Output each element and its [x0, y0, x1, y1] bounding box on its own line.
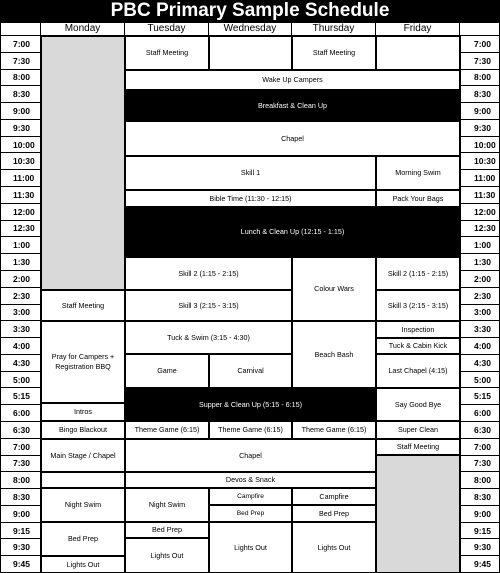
left-time-label: 2:30 [0, 288, 41, 305]
event-inspection: Inspection [376, 321, 460, 338]
left-time-label: 4:30 [0, 355, 41, 372]
event-main-stage-chapel: Main Stage / Chapel [41, 439, 125, 472]
left-time-label: 5:15 [0, 388, 41, 405]
event-skill-2: Skill 2 (1:15 - 2:15) [125, 257, 292, 290]
event-tuck-swim: Tuck & Swim (3:15 - 4:30) [125, 321, 292, 354]
event-staff-meeting-thursday: Staff Meeting [292, 36, 376, 70]
right-time-label: 5:00 [460, 372, 500, 389]
right-time-label: 8:30 [460, 489, 500, 506]
right-time-label: 6:00 [460, 405, 500, 422]
friday-unscheduled-block [376, 455, 460, 573]
right-time-label: 9:15 [460, 523, 500, 540]
left-time-label: 10:30 [0, 153, 41, 170]
event-supper: Supper & Clean Up (5:15 - 6:15) [125, 388, 376, 421]
right-time-label: 12:30 [460, 221, 500, 238]
event-breakfast: Breakfast & Clean Up [125, 90, 460, 121]
left-time-label: 7:30 [0, 53, 41, 70]
day-header-wednesday: Wednesday [209, 22, 292, 36]
event-skill-1: Skill 1 [125, 156, 376, 190]
right-time-label: 7:30 [460, 53, 500, 70]
event-staff-meeting-monday: Staff Meeting [41, 290, 125, 321]
right-time-label: 7:00 [460, 439, 500, 456]
right-time-label: 8:00 [460, 70, 500, 87]
right-time-label: 1:00 [460, 237, 500, 254]
left-time-label: 6:00 [0, 405, 41, 422]
event-bible-time: Bible Time (11:30 - 12:15) [125, 190, 376, 207]
event-lights-out-monday: Lights Out [41, 556, 125, 573]
event-skill-3: Skill 3 (2:15 - 3:15) [125, 290, 292, 321]
left-time-label: 8:30 [0, 86, 41, 103]
event-morning-swim: Morning Swim [376, 156, 460, 190]
event-lights-out-thursday: Lights Out [292, 522, 376, 573]
left-time-label: 12:00 [0, 204, 41, 221]
event-beach-bash: Beach Bash [292, 321, 376, 388]
event-theme-game-wednesday: Theme Game (6:15) [209, 421, 292, 439]
left-time-label: 5:00 [0, 372, 41, 389]
event-wake-up-campers: Wake Up Campers [125, 70, 460, 90]
right-time-label: 9:30 [460, 120, 500, 137]
event-game: Game [125, 354, 209, 388]
left-time-label: 1:00 [0, 237, 41, 254]
right-time-label: 7:00 [460, 36, 500, 53]
event-pray-bbq: Pray for Campers + Registration BBQ [41, 321, 125, 403]
event-devos-snack: Devos & Snack [125, 472, 376, 488]
right-time-label: 3:00 [460, 305, 500, 322]
left-time-label: 7:00 [0, 439, 41, 456]
right-time-label: 10:00 [460, 137, 500, 154]
event-pack-your-bags: Pack Your Bags [376, 190, 460, 207]
left-time-label: 10:00 [0, 137, 41, 154]
right-time-label: 6:30 [460, 422, 500, 439]
day-header-thursday: Thursday [292, 22, 376, 36]
right-time-label: 10:30 [460, 153, 500, 170]
left-time-label: 9:45 [0, 556, 41, 573]
right-time-label: 5:15 [460, 388, 500, 405]
right-time-label: 2:30 [460, 288, 500, 305]
left-time-label: 8:00 [0, 472, 41, 489]
event-bed-prep-tuesday: Bed Prep [125, 522, 209, 538]
event-night-swim-monday: Night Swim [41, 488, 125, 522]
right-time-label: 12:00 [460, 204, 500, 221]
left-time-label: 7:00 [0, 36, 41, 53]
left-time-label: 6:30 [0, 422, 41, 439]
event-chapel-evening: Chapel [125, 439, 376, 472]
event-colour-wars: Colour Wars [292, 257, 376, 321]
event-chapel-morning: Chapel [125, 121, 460, 156]
event-lights-out-wednesday: Lights Out [209, 522, 292, 573]
right-time-label: 11:30 [460, 187, 500, 204]
event-blank-wednesday-morning [209, 36, 292, 70]
left-time-label: 7:30 [0, 456, 41, 473]
monday-unscheduled-block [41, 36, 125, 290]
right-time-label: 11:00 [460, 170, 500, 187]
right-time-label: 8:00 [460, 472, 500, 489]
schedule-title: PBC Primary Sample Schedule [0, 0, 500, 22]
day-header-monday: Monday [41, 22, 125, 36]
left-time-label: 11:30 [0, 187, 41, 204]
event-lights-out-tuesday: Lights Out [125, 538, 209, 573]
left-time-label: 3:30 [0, 321, 41, 338]
event-super-clean: Super Clean [376, 421, 460, 439]
left-time-label: 9:15 [0, 523, 41, 540]
event-skill-3-friday: Skill 3 (2:15 - 3:15) [376, 290, 460, 321]
event-bed-prep-monday: Bed Prep [41, 522, 125, 556]
header-corner-right [460, 22, 500, 36]
right-time-label: 9:00 [460, 103, 500, 120]
right-time-label: 7:30 [460, 456, 500, 473]
left-time-label: 11:00 [0, 170, 41, 187]
event-lunch: Lunch & Clean Up (12:15 - 1:15) [125, 207, 460, 257]
event-skill-2-friday: Skill 2 (1:15 - 2:15) [376, 257, 460, 290]
event-staff-meeting-friday: Staff Meeting [376, 439, 460, 455]
event-bingo-blackout: Bingo Blackout [41, 421, 125, 439]
left-time-label: 8:00 [0, 70, 41, 87]
right-time-label: 4:30 [460, 355, 500, 372]
event-theme-game-tuesday: Theme Game (6:15) [125, 421, 209, 439]
left-time-label: 8:30 [0, 489, 41, 506]
event-last-chapel: Last Chapel (4:15) [376, 354, 460, 388]
left-time-label: 9:00 [0, 506, 41, 523]
right-time-label: 8:30 [460, 86, 500, 103]
left-time-label: 9:30 [0, 539, 41, 556]
event-campfire-wednesday: Campfire [209, 488, 292, 505]
left-time-label: 2:00 [0, 271, 41, 288]
right-time-label: 9:45 [460, 556, 500, 573]
left-time-label: 4:00 [0, 338, 41, 355]
event-say-good-bye: Say Good Bye [376, 388, 460, 421]
right-time-label: 1:30 [460, 254, 500, 271]
right-time-label: 2:00 [460, 271, 500, 288]
left-time-label: 1:30 [0, 254, 41, 271]
event-bed-prep-thursday: Bed Prep [292, 505, 376, 522]
event-staff-meeting-tuesday: Staff Meeting [125, 36, 209, 70]
day-header-friday: Friday [376, 22, 460, 36]
day-header-tuesday: Tuesday [125, 22, 209, 36]
event-theme-game-thursday: Theme Game (6:15) [292, 421, 376, 439]
right-time-label: 3:30 [460, 321, 500, 338]
right-time-label: 9:00 [460, 506, 500, 523]
event-intros: Intros [41, 403, 125, 421]
left-time-label: 9:30 [0, 120, 41, 137]
event-blank-monday-evening [41, 472, 125, 488]
event-blank-friday-morning [376, 36, 460, 70]
event-night-swim-tuesday: Night Swim [125, 488, 209, 522]
left-time-label: 9:00 [0, 103, 41, 120]
header-corner [0, 22, 41, 36]
event-campfire-thursday: Campfire [292, 488, 376, 505]
right-time-label: 4:00 [460, 338, 500, 355]
left-time-label: 12:30 [0, 221, 41, 238]
event-bed-prep-wednesday: Bed Prep [209, 505, 292, 522]
left-time-label: 3:00 [0, 305, 41, 322]
event-tuck-cabin-kick: Tuck & Cabin Kick [376, 338, 460, 354]
event-carnival: Carnival [209, 354, 292, 388]
right-time-label: 9:30 [460, 539, 500, 556]
